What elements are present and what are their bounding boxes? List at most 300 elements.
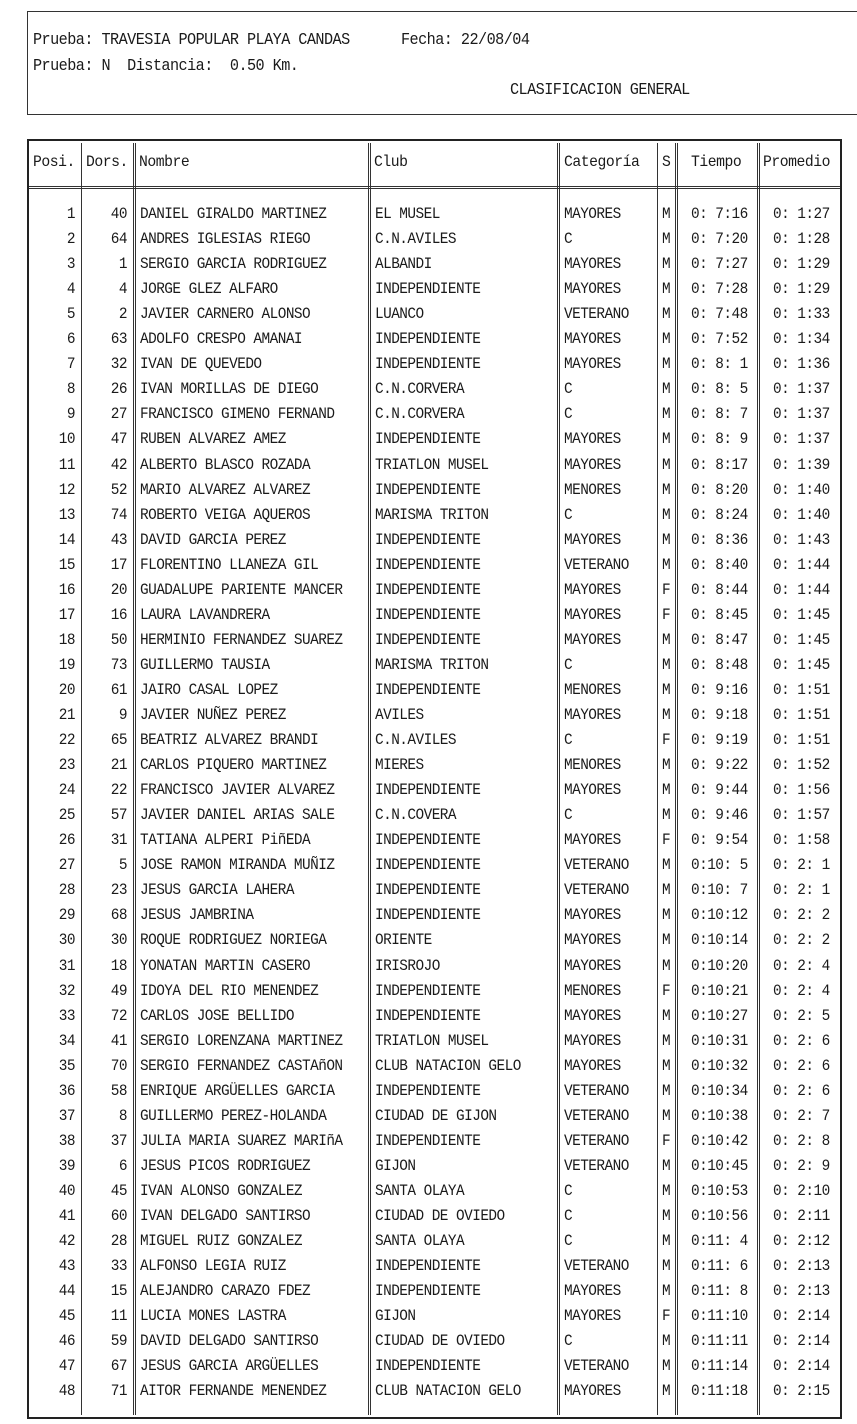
cell-posi: 15 xyxy=(58,555,75,574)
cell-posi: 43 xyxy=(58,1257,75,1276)
cell-promedio: 0: 1:28 xyxy=(773,230,830,249)
cell-promedio: 0: 2: 2 xyxy=(773,931,830,950)
cell-posi: 25 xyxy=(58,806,75,825)
cell-posi: 16 xyxy=(58,580,75,599)
cell-nombre: JESUS GARCIA LAHERA xyxy=(140,881,294,900)
cell-categoria: MENORES xyxy=(564,480,621,499)
cell-promedio: 0: 2: 1 xyxy=(773,881,830,900)
cell-sexo: F xyxy=(662,580,671,599)
cell-nombre: SERGIO GARCIA RODRIGUEZ xyxy=(140,255,327,274)
cell-tiempo: 0: 7:20 xyxy=(691,230,748,249)
cell-posi: 10 xyxy=(58,430,75,449)
fecha-label: Fecha: xyxy=(401,30,453,49)
cell-posi: 30 xyxy=(58,931,75,950)
cell-club: TRIATLON MUSEL xyxy=(375,455,489,474)
cell-nombre: CARLOS JOSE BELLIDO xyxy=(140,1006,294,1025)
cell-categoria: MAYORES xyxy=(564,330,621,349)
cell-promedio: 0: 1:40 xyxy=(773,480,830,499)
cell-nombre: DANIEL GIRALDO MARTINEZ xyxy=(140,205,327,223)
cell-sexo: M xyxy=(662,655,671,674)
cell-dors: 2 xyxy=(118,305,127,324)
cell-promedio: 0: 1:40 xyxy=(773,505,830,524)
cell-dors: 11 xyxy=(110,1307,127,1326)
cell-club: SANTA OLAYA xyxy=(375,1181,465,1200)
cell-club: INDEPENDIENTE xyxy=(375,831,481,850)
table-row xyxy=(29,1206,840,1226)
cell-tiempo: 0:11:10 xyxy=(691,1307,748,1326)
table-row xyxy=(29,580,840,600)
cell-nombre: JESUS JAMBRINA xyxy=(140,906,254,925)
cell-categoria: VETERANO xyxy=(564,1156,629,1175)
cell-sexo: M xyxy=(662,505,671,524)
cell-promedio: 0: 1:51 xyxy=(773,680,830,699)
cell-promedio: 0: 1:45 xyxy=(773,655,830,674)
cell-dors: 57 xyxy=(110,806,127,825)
cell-tiempo: 0:11: 4 xyxy=(691,1232,748,1251)
cell-nombre: DAVID GARCIA PEREZ xyxy=(140,530,286,549)
cell-club: GIJON xyxy=(375,1156,416,1175)
cell-tiempo: 0: 9:46 xyxy=(691,806,748,825)
cell-posi: 36 xyxy=(58,1081,75,1100)
cell-posi: 14 xyxy=(58,530,75,549)
cell-dors: 23 xyxy=(110,881,127,900)
cell-dors: 43 xyxy=(110,530,127,549)
cell-sexo: M xyxy=(662,1181,671,1200)
cell-promedio: 0: 1:44 xyxy=(773,555,830,574)
cell-posi: 8 xyxy=(66,380,75,399)
cell-posi: 11 xyxy=(58,455,75,474)
cell-promedio: 0: 2: 4 xyxy=(773,981,830,1000)
col-header-club: Club xyxy=(374,153,408,171)
col-header-posi: Posi. xyxy=(33,153,75,171)
cell-tiempo: 0: 8: 1 xyxy=(691,355,748,374)
cell-promedio: 0: 1:37 xyxy=(773,430,830,449)
table-row xyxy=(29,304,840,324)
cell-tiempo: 0:10:32 xyxy=(691,1056,748,1075)
table-row xyxy=(29,1306,840,1326)
cell-sexo: M xyxy=(662,1332,671,1351)
cell-club: INDEPENDIENTE xyxy=(375,1257,481,1276)
cell-sexo: M xyxy=(662,1106,671,1125)
cell-sexo: M xyxy=(662,280,671,299)
cell-nombre: JOSE RAMON MIRANDA MUÑIZ xyxy=(140,856,335,875)
cell-nombre: JAVIER CARNERO ALONSO xyxy=(140,305,311,324)
cell-sexo: M xyxy=(662,1081,671,1100)
cell-sexo: M xyxy=(662,530,671,549)
cell-categoria: MAYORES xyxy=(564,255,621,274)
table-row xyxy=(29,1106,840,1126)
table-row xyxy=(29,354,840,374)
cell-posi: 7 xyxy=(66,355,75,374)
cell-nombre: SERGIO LORENZANA MARTINEZ xyxy=(140,1031,343,1050)
cell-tiempo: 0:11:11 xyxy=(691,1332,748,1351)
cell-sexo: F xyxy=(662,1307,671,1326)
table-row xyxy=(29,1081,840,1101)
cell-club: MIERES xyxy=(375,756,424,775)
clasificacion-title: CLASIFICACION GENERAL xyxy=(510,80,690,99)
distancia-value: 0.50 Km. xyxy=(229,56,299,75)
cell-nombre: BEATRIZ ALVAREZ BRANDI xyxy=(140,731,319,750)
cell-posi: 24 xyxy=(58,781,75,800)
cell-sexo: M xyxy=(662,405,671,424)
cell-dors: 9 xyxy=(118,706,127,724)
cell-posi: 33 xyxy=(58,1006,75,1025)
cell-dors: 52 xyxy=(110,480,127,499)
cell-promedio: 0: 2:14 xyxy=(773,1307,830,1326)
col-header-promedio: Promedio xyxy=(763,153,830,171)
table-row xyxy=(29,379,840,399)
cell-club: ALBANDI xyxy=(375,255,432,274)
cell-categoria: MAYORES xyxy=(564,1056,621,1075)
cell-club: CIUDAD DE OVIEDO xyxy=(375,1207,505,1225)
cell-categoria: MAYORES xyxy=(564,530,621,549)
cell-categoria: VETERANO xyxy=(564,305,629,324)
cell-club: CLUB NATACION GELO xyxy=(375,1382,521,1401)
cell-club: CIUDAD DE GIJON xyxy=(375,1106,497,1125)
cell-tiempo: 0: 7:48 xyxy=(691,305,748,324)
cell-tiempo: 0: 7:52 xyxy=(691,330,748,349)
cell-nombre: RUBEN ALVAREZ AMEZ xyxy=(140,430,286,449)
cell-promedio: 0: 2: 7 xyxy=(773,1106,830,1125)
header-divider xyxy=(29,186,840,189)
table-row xyxy=(29,455,840,475)
cell-tiempo: 0:11: 8 xyxy=(691,1282,748,1301)
cell-nombre: HERMINIO FERNANDEZ SUAREZ xyxy=(140,630,343,649)
cell-sexo: M xyxy=(662,706,671,724)
cell-club: INDEPENDIENTE xyxy=(375,355,481,374)
cell-posi: 18 xyxy=(58,630,75,649)
cell-posi: 44 xyxy=(58,1282,75,1301)
table-row xyxy=(29,855,840,875)
cell-tiempo: 0:11: 6 xyxy=(691,1257,748,1276)
cell-tiempo: 0:10:53 xyxy=(691,1181,748,1200)
cell-promedio: 0: 2: 8 xyxy=(773,1131,830,1150)
cell-posi: 23 xyxy=(58,756,75,775)
cell-promedio: 0: 1:27 xyxy=(773,205,830,223)
cell-dors: 40 xyxy=(110,205,127,223)
cell-categoria: MAYORES xyxy=(564,1282,621,1301)
cell-dors: 74 xyxy=(110,505,127,524)
cell-club: C.N.COVERA xyxy=(375,806,457,825)
cell-dors: 28 xyxy=(110,1232,127,1251)
cell-club: INDEPENDIENTE xyxy=(375,680,481,699)
table-row xyxy=(29,254,840,274)
prueba-name: TRAVESIA POPULAR PLAYA CANDAS xyxy=(101,30,350,49)
cell-categoria: MAYORES xyxy=(564,1031,621,1050)
cell-posi: 40 xyxy=(58,1181,75,1200)
cell-nombre: JAIRO CASAL LOPEZ xyxy=(140,680,278,699)
cell-club: INDEPENDIENTE xyxy=(375,1357,481,1376)
cell-tiempo: 0:10:42 xyxy=(691,1131,748,1150)
cell-sexo: M xyxy=(662,305,671,324)
col-header-categoria: Categoría xyxy=(564,153,640,171)
col-header-tiempo: Tiempo xyxy=(691,153,742,171)
cell-categoria: VETERANO xyxy=(564,1257,629,1276)
cell-tiempo: 0:10:34 xyxy=(691,1081,748,1100)
cell-dors: 60 xyxy=(110,1207,127,1225)
cell-club: INDEPENDIENTE xyxy=(375,480,481,499)
cell-categoria: C xyxy=(564,731,573,750)
cell-categoria: MAYORES xyxy=(564,1382,621,1401)
cell-nombre: GUILLERMO PEREZ-HOLANDA xyxy=(140,1106,327,1125)
cell-posi: 2 xyxy=(66,230,75,249)
cell-posi: 31 xyxy=(58,956,75,975)
cell-club: C.N.CORVERA xyxy=(375,405,465,424)
cell-dors: 59 xyxy=(110,1332,127,1351)
cell-club: INDEPENDIENTE xyxy=(375,1006,481,1025)
cell-nombre: LAURA LAVANDRERA xyxy=(140,605,270,624)
cell-nombre: ENRIQUE ARGÜELLES GARCIA xyxy=(140,1081,335,1100)
cell-posi: 26 xyxy=(58,831,75,850)
cell-promedio: 0: 2:13 xyxy=(773,1257,830,1276)
table-row xyxy=(29,555,840,575)
cell-tiempo: 0:10:20 xyxy=(691,956,748,975)
cell-nombre: MIGUEL RUIZ GONZALEZ xyxy=(140,1232,303,1251)
cell-sexo: M xyxy=(662,906,671,925)
cell-tiempo: 0:11:18 xyxy=(691,1382,748,1401)
cell-categoria: MAYORES xyxy=(564,781,621,800)
table-row xyxy=(29,630,840,650)
cell-categoria: MAYORES xyxy=(564,455,621,474)
cell-promedio: 0: 1:37 xyxy=(773,405,830,424)
cell-nombre: FLORENTINO LLANEZA GIL xyxy=(140,555,319,574)
table-row xyxy=(29,1231,840,1251)
cell-club: IRISROJO xyxy=(375,956,440,975)
cell-promedio: 0: 1:51 xyxy=(773,706,830,724)
cell-posi: 22 xyxy=(58,731,75,750)
cell-dors: 47 xyxy=(110,430,127,449)
cell-sexo: M xyxy=(662,856,671,875)
cell-promedio: 0: 2:14 xyxy=(773,1357,830,1376)
cell-dors: 5 xyxy=(118,856,127,875)
table-row xyxy=(29,530,840,550)
cell-sexo: M xyxy=(662,956,671,975)
cell-dors: 8 xyxy=(118,1106,127,1125)
cell-dors: 42 xyxy=(110,455,127,474)
cell-promedio: 0: 1:44 xyxy=(773,580,830,599)
cell-categoria: C xyxy=(564,230,573,249)
prueba-line xyxy=(33,30,350,49)
cell-tiempo: 0:10:27 xyxy=(691,1006,748,1025)
cell-promedio: 0: 1:51 xyxy=(773,731,830,750)
cell-sexo: M xyxy=(662,1207,671,1225)
cell-sexo: M xyxy=(662,380,671,399)
cell-nombre: LUCIA MONES LASTRA xyxy=(140,1307,286,1326)
cell-posi: 1 xyxy=(66,205,75,223)
cell-sexo: M xyxy=(662,680,671,699)
cell-club: INDEPENDIENTE xyxy=(375,781,481,800)
cell-club: AVILES xyxy=(375,706,424,724)
cell-categoria: MENORES xyxy=(564,756,621,775)
cell-dors: 30 xyxy=(110,931,127,950)
cell-dors: 32 xyxy=(110,355,127,374)
cell-tiempo: 0: 8: 7 xyxy=(691,405,748,424)
cell-club: GIJON xyxy=(375,1307,416,1326)
cell-dors: 58 xyxy=(110,1081,127,1100)
cell-posi: 19 xyxy=(58,655,75,674)
cell-nombre: ALEJANDRO CARAZO FDEZ xyxy=(140,1282,311,1301)
cell-promedio: 0: 2:15 xyxy=(773,1382,830,1401)
cell-club: ORIENTE xyxy=(375,931,432,950)
cell-posi: 21 xyxy=(58,706,75,724)
cell-categoria: C xyxy=(564,1232,573,1251)
table-row xyxy=(29,329,840,349)
cell-posi: 9 xyxy=(66,405,75,424)
prueba2-value: N xyxy=(101,56,111,75)
cell-club: EL MUSEL xyxy=(375,205,440,223)
cell-promedio: 0: 1:37 xyxy=(773,380,830,399)
table-row xyxy=(29,780,840,800)
cell-posi: 39 xyxy=(58,1156,75,1175)
cell-tiempo: 0: 8:36 xyxy=(691,530,748,549)
prueba-label: Prueba: xyxy=(33,30,93,49)
table-row xyxy=(29,605,840,625)
cell-tiempo: 0: 8:44 xyxy=(691,580,748,599)
table-row xyxy=(29,229,840,249)
cell-sexo: M xyxy=(662,1232,671,1251)
cell-tiempo: 0:10:31 xyxy=(691,1031,748,1050)
cell-categoria: C xyxy=(564,505,573,524)
results-table xyxy=(27,139,842,1419)
cell-club: INDEPENDIENTE xyxy=(375,906,481,925)
cell-club: INDEPENDIENTE xyxy=(375,630,481,649)
table-row xyxy=(29,1181,840,1201)
cell-categoria: C xyxy=(564,1207,573,1225)
cell-sexo: M xyxy=(662,1006,671,1025)
cell-tiempo: 0: 8:40 xyxy=(691,555,748,574)
table-row xyxy=(29,705,840,725)
cell-tiempo: 0:10:38 xyxy=(691,1106,748,1125)
table-row xyxy=(29,981,840,1001)
cell-dors: 18 xyxy=(110,956,127,975)
cell-promedio: 0: 1:58 xyxy=(773,831,830,850)
cell-categoria: MAYORES xyxy=(564,280,621,299)
cell-tiempo: 0: 7:28 xyxy=(691,280,748,299)
cell-nombre: JESUS PICOS RODRIGUEZ xyxy=(140,1156,311,1175)
cell-posi: 42 xyxy=(58,1232,75,1251)
cell-promedio: 0: 2: 9 xyxy=(773,1156,830,1175)
table-row xyxy=(29,1031,840,1051)
cell-promedio: 0: 2: 6 xyxy=(773,1081,830,1100)
table-row xyxy=(29,730,840,750)
cell-sexo: M xyxy=(662,881,671,900)
cell-posi: 17 xyxy=(58,605,75,624)
cell-posi: 34 xyxy=(58,1031,75,1050)
table-row xyxy=(29,830,840,850)
cell-tiempo: 0: 8:45 xyxy=(691,605,748,624)
cell-posi: 29 xyxy=(58,906,75,925)
cell-promedio: 0: 1:52 xyxy=(773,756,830,775)
cell-sexo: M xyxy=(662,756,671,775)
cell-dors: 45 xyxy=(110,1181,127,1200)
cell-promedio: 0: 1:34 xyxy=(773,330,830,349)
cell-nombre: JESUS GARCIA ARGÜELLES xyxy=(140,1357,319,1376)
cell-categoria: MAYORES xyxy=(564,605,621,624)
cell-sexo: M xyxy=(662,430,671,449)
cell-categoria: C xyxy=(564,1332,573,1351)
cell-dors: 33 xyxy=(110,1257,127,1276)
cell-categoria: MAYORES xyxy=(564,1307,621,1326)
cell-dors: 4 xyxy=(118,280,127,299)
cell-sexo: M xyxy=(662,1156,671,1175)
cell-nombre: JAVIER NUÑEZ PEREZ xyxy=(140,706,286,724)
cell-tiempo: 0: 9:54 xyxy=(691,831,748,850)
cell-sexo: M xyxy=(662,806,671,825)
cell-nombre: IVAN ALONSO GONZALEZ xyxy=(140,1181,303,1200)
table-row xyxy=(29,505,840,525)
cell-posi: 27 xyxy=(58,856,75,875)
cell-club: MARISMA TRITON xyxy=(375,505,489,524)
cell-tiempo: 0: 8:48 xyxy=(691,655,748,674)
cell-promedio: 0: 1:36 xyxy=(773,355,830,374)
cell-club: C.N.CORVERA xyxy=(375,380,465,399)
cell-dors: 6 xyxy=(118,1156,127,1175)
table-row xyxy=(29,1381,840,1401)
cell-club: INDEPENDIENTE xyxy=(375,580,481,599)
cell-club: INDEPENDIENTE xyxy=(375,605,481,624)
cell-posi: 12 xyxy=(58,480,75,499)
cell-promedio: 0: 2:11 xyxy=(773,1207,830,1225)
cell-club: INDEPENDIENTE xyxy=(375,856,481,875)
cell-club: CLUB NATACION GELO xyxy=(375,1056,521,1075)
table-row xyxy=(29,404,840,424)
cell-nombre: IVAN DE QUEVEDO xyxy=(140,355,262,374)
cell-nombre: JAVIER DANIEL ARIAS SALE xyxy=(140,806,335,825)
cell-tiempo: 0: 7:16 xyxy=(691,205,748,223)
table-row xyxy=(29,956,840,976)
cell-nombre: GUADALUPE PARIENTE MANCER xyxy=(140,580,343,599)
cell-posi: 32 xyxy=(58,981,75,1000)
cell-nombre: CARLOS PIQUERO MARTINEZ xyxy=(140,756,327,775)
cell-sexo: M xyxy=(662,931,671,950)
cell-categoria: VETERANO xyxy=(564,1106,629,1125)
cell-sexo: F xyxy=(662,1131,671,1150)
cell-categoria: VETERANO xyxy=(564,881,629,900)
cell-promedio: 0: 2: 2 xyxy=(773,906,830,925)
cell-categoria: VETERANO xyxy=(564,1131,629,1150)
cell-posi: 5 xyxy=(66,305,75,324)
cell-club: INDEPENDIENTE xyxy=(375,1081,481,1100)
cell-posi: 20 xyxy=(58,680,75,699)
cell-promedio: 0: 2: 6 xyxy=(773,1031,830,1050)
cell-club: INDEPENDIENTE xyxy=(375,1282,481,1301)
fecha-value: 22/08/04 xyxy=(460,30,530,49)
cell-club: TRIATLON MUSEL xyxy=(375,1031,489,1050)
cell-sexo: M xyxy=(662,480,671,499)
cell-dors: 68 xyxy=(110,906,127,925)
cell-categoria: MAYORES xyxy=(564,355,621,374)
cell-posi: 45 xyxy=(58,1307,75,1326)
cell-categoria: C xyxy=(564,405,573,424)
cell-posi: 35 xyxy=(58,1056,75,1075)
cell-tiempo: 0: 9:16 xyxy=(691,680,748,699)
cell-posi: 4 xyxy=(66,280,75,299)
cell-posi: 28 xyxy=(58,881,75,900)
cell-nombre: FRANCISCO JAVIER ALVAREZ xyxy=(140,781,335,800)
cell-nombre: ALFONSO LEGIA RUIZ xyxy=(140,1257,286,1276)
prueba2-line xyxy=(33,56,298,75)
cell-dors: 61 xyxy=(110,680,127,699)
cell-nombre: IDOYA DEL RIO MENENDEZ xyxy=(140,981,319,1000)
cell-categoria: VETERANO xyxy=(564,1081,629,1100)
cell-categoria: MAYORES xyxy=(564,1006,621,1025)
cell-sexo: M xyxy=(662,1056,671,1075)
table-row xyxy=(29,655,840,675)
cell-club: INDEPENDIENTE xyxy=(375,330,481,349)
cell-posi: 6 xyxy=(66,330,75,349)
cell-sexo: M xyxy=(662,1357,671,1376)
cell-promedio: 0: 2: 4 xyxy=(773,956,830,975)
